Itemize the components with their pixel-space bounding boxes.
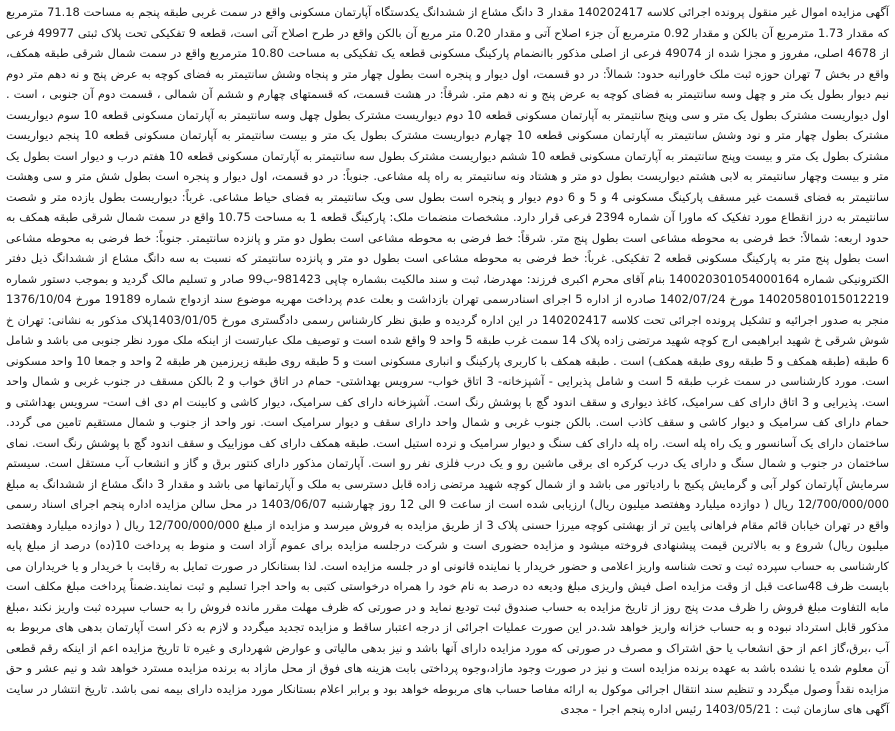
auction-notice-text: آگهی مزایده اموال غیر منقول پرونده اجرائی کلاسه 140202417 مقدار 3 دانگ مشاع از ششدانگ یکدستگاه آپارتمان مسکونی واقع در سمت غربی طبقه پنجم به مساحت 71.18 مترمربع که مقدار 1.73 مترمربع آن بالکن و مقدار 0.92 مترمربع آن جزء اصلاح آتی و مقدار 0.20 متر مربع آن بالکن واقع در طرح اصلاح آتی است، قطعه 9 تفکیکی تحت پلاک ثبتی 49977 فرعی از 4678 اصلی، مفروز و مجزا شده از 49074 فرعی از اصلی مذکور باانضمام پارکینگ مسکونی قطعه یک تفکیکی به مساحت 10.80 مترمربع واقع در سمت شمال شرقی طبقه همکف، واقع در بخش 7 تهران حوزه ثبت ملک خاورانبه حدود: شمالاً: در دو قسمت، اول دیوار و پنجره است بطول چهار متر و پنجاه وشش سانتیمتر به فضای کوچه به عرض پنج و نه دهم متر دوم نیم دیوار بطول یک متر و چهل وسه سانتیمتر به فضای کوچه به عرض پنج و نه دهم متر. شرقاً: در هشت قسمت، که قسمتهای چهارم و ششم آن شمالی ، قسمت دوم آن جنوبی ، است . اول دیواریست مشترک بطول یک متر و سی وپنج سانتیمتر به آپارتمان مسکونی قطعه 10 دوم دیواریست مشترک بطول چهل وسه سانتیمتر به آپارتمان مسکونی قطعه 10 سوم دیواریست مشترک بطول چهار متر و نود وشش سانتیمتر به آپارتمان مسکونی قطعه 10 چهارم دیواریست مشترک بطول یک متر و بیست سانتیمتر به آپارتمان مسکونی قطعه 10 پنجم دیواریست مشترک بطول یک متر و بیست وپنج سانتیمتر به آپارتمان مسکونی قطعه 10 ششم دیواریست مشترک بطول سه سانتیمتر به آپارتمان مسکونی قطعه 10 هفتم درب و دیوار است بطول یک متر و بیست وچهار سانتیمتر به لابی هشتم دیواریست بطول دو متر و هشتاد ونه سانتیمتر به راه پله مشاعی. جنوباً: در دو قسمت، اول دیوار و پنجره است بطول شش متر و سی وهشت سانتیمتر به فضای قسمت غیر مسقف پارکینگ مسکونی 4 و 5 و 6 دوم دیوار و پنجره است بطول سی ویک سانتیمتر به فضای حیاط مشاعی. غرباً: دیواریست بطول یازده متر و شصت سانتیمتر به درز انقطاع مورد تفکیک که ماورا آن شماره 2394 فرعی قرار دارد. مشخصات منضمات ملک: پارکینگ قطعه 1 به مساحت 10.75 واقع در سمت شمال شرقی طبقه همکف به حدود اربعه: شمالاً: خط فرضی به محوطه مشاعی است بطول پنج متر. شرقاً: خط فرضی به محوطه مشاعی است بطول دو متر و پانزده سانتیمتر. جنوباً: خط فرضی به محوطه مشاعی است بطول پنج متر به پارکینگ مسکونی قطعه 2 تفکیکی. غرباً: خط فرضی به محوطه مشاعی است بطول دو متر و پانزده سانتیمتر که نسبت به سه دانگ مشاع از ششدانگ ذیل دفتر الکترونیکی شماره 140020301054000164 بنام آقای محرم اکبری فرزند: مهدرضا، ثبت و سند مالکیت بشماره چاپی 981423-ب99 صادر و تسلیم مالک گردید و بموجب دستور شماره 140205801015012219 مورخ 1402/07/24 صادره از اداره 5 اجرای اسنادرسمی تهران بازداشت و بعلت عدم پرداخت مهریه موضوع سند ازدواج شماره 19189 مورخ 1376/10/04 منجر به صدور اجرائیه و تشکیل پرونده اجرائی تحت کلاسه 140202417 در این اداره گردیده و طبق نظر کارشناس رسمی دادگستری مورخ 1403/01/05پلاک مذکور به نشانی: تهران خ شوش شرقی خ شهید ابراهیمی ارج کوچه شهید مرتضی زاده پلاک 14 سمت غرب طبقه 5 واحد 9 واقع شده است و توصیف ملک عبارتست از اینکه ملک مورد نظر جنوبی می باشد و شامل 6 طبقه (طبقه همکف و 5 طبقه روی طبقه همکف) است . طبقه همکف با کاربری پارکینگ و انباری مسکونی است و 5 طبقه روی طبقه زیرزمین هر طبقه 2 واحد و جمعا 10 واحد مسکونی است. مورد کارشناسی در سمت غرب طبقه 5 است و شامل پذیرایی - آشپزخانه- 3 اتاق خواب- سرویس بهداشتی- حمام در اتاق خواب و 2 بالکن مسقف در جنوب غربی و شمال واحد است. پذیرایی و 3 اتاق دارای کف سرامیک، کاغذ دیواری و سقف اندود گچ با پوشش رنگ است. آشپزخانه دارای کف سرامیک، دیوار کاشی و کابینت ام دی اف است- سرویس بهداشتی و حمام دارای کف سرامیک و دیوار کاشی و سقف کاذب است. بالکن جنوب غربی و شمال واحد دارای سقف و دیوار سرامیک است. نور واحد از جنوب و شمال مستقیم تامین می گردد. ساختمان دارای یک آسانسور و یک راه پله است. راه پله دارای کف سنگ و دیوار سرامیک و نرده استیل است. طبقه همکف دارای کف موزاییک و سقف اندود گچ با پوشش رنگ است. نمای ساختمان در جنوب و شمال سنگ و دارای یک درب کرکره ای برقی ماشین رو و یک درب فلزی نفر رو است. آپارتمان مذکور دارای کنتور برق و گاز و انشعاب آب مستقل است. سیستم سرمایش آپارتمان کولر آبی و گرمایش پکیج با رادیاتور می باشد و از شمال کوچه شهید مرتضی زاده قابل دسترسی به ملک و آپارتمانها می باشد و مقدار 3 دانگ مشاع از ششدانگ به مبلغ 12/700/000/000 ریال ( دوازده میلیارد وهفتصد میلیون ریال) ارزیابی شده است از ساعت 9 الی 12 روز چهارشنبه 1403/06/07 در محل سالن مزایده اداره پنجم اجرای اسناد رسمی واقع در تهران خیابان قائم مقام فراهانی پایین تر از بهشتی کوچه میرزا حسنی پلاک 3 از طریق مزایده به فروش میرسد و مزایده از مبلغ 12/700/000/000 ریال ( دوازده میلیارد وهفتصد میلیون ریال) شروع و به بالاترین قیمت پیشنهادی فروخته میشود و مزایده حضوری است و شرکت درجلسه مزایده برای عموم آزاد است و منوط به پرداخت 10(ده) درصد از مبلغ پایه کارشناسی به حساب سپرده ثبت و تحت شناسه واریز اعلامی و حضور خریدار یا نماینده قانونی او در جلسه مزایده است. لذا بستانکار در صورت تمایل به رقابت با خریدار و یا خریداران می بایست ظرف 48ساعت قبل از وقت مزایده اصل فیش واریزی مبلغ ودیعه ده درصد به نام خود را همراه درخواستی کتبی به واحد اجرا تسلیم و ثبت نمایند.ضمناً پرداخت مبلغ مکلف است مابه التفاوت مبلغ فروش را ظرف مدت پنج روز از تاریخ مزایده به حساب صندوق ثبت تودیع نماید و در صورتی که ظرف مهلت مقرر مانده فروش را به حساب سپرده ثبت واریز نکند ،مبلغ مذکور قابل استرداد نبوده و به حساب خزانه واریز خواهد شد.در این صورت عملیات اجرائی از درجه اعتبار ساقط و مزایده تجدید میگردد و لازم به ذکر است آپارتمان بدهی های مربوط به آب ،برق،گاز اعم از حق انشعاب یا حق اشتراک و مصرف در صورتی که مورد مزایده دارای آنها باشد و نیز بدهی مالیاتی و عوارض شهرداری و غیره تا تاریخ مزایده اعم از اینکه رقم قطعی آن معلوم شده یا نشده باشد به عهده برنده مزایده است و نیز در صورت وجود مازاد،وجوه پرداختی بابت هزینه های فوق از محل مازاد به برنده مزایده مسترد خواهد شد و نیم عشر و حق مزایده نقداً وصول میگردد و تنظیم سند انتقال اجرائی موکول به ارائه مفاصا حساب های مربوطه خواهد بود و برابر اعلام بستانکار مورد مزایده دارای بیمه نمی باشد. تاریخ انتشار در سایت آگهی های سازمان ثبت : 1403/05/21 رئیس اداره پنجم اجرا - مجدی xyxy=(6,5,890,716)
